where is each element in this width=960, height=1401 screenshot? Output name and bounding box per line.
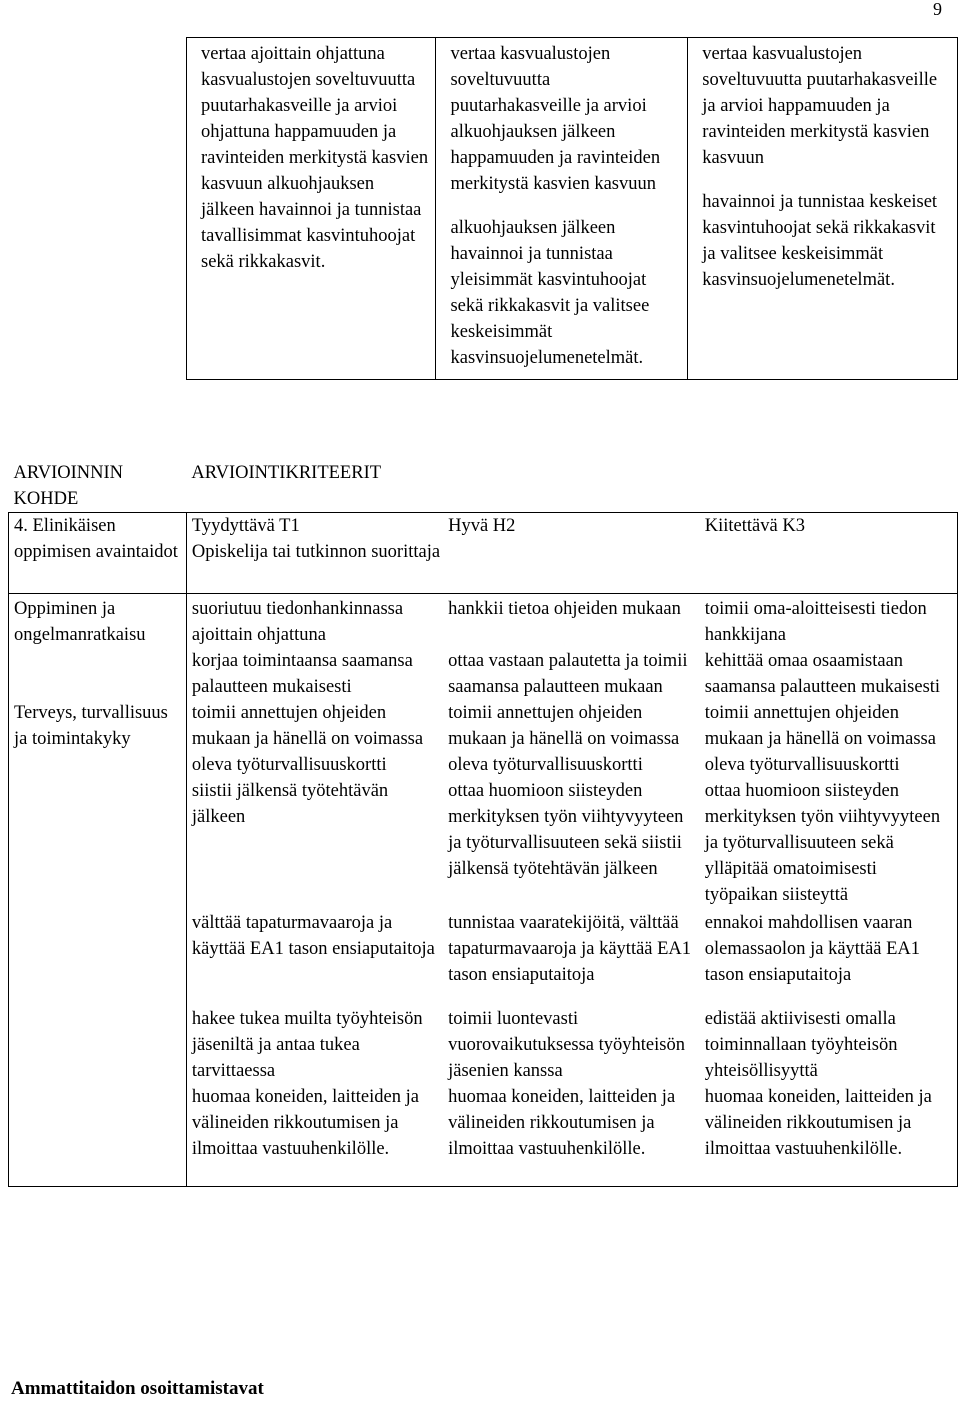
- top-table-row: [187, 38, 958, 380]
- cell-h2: ottaa vastaan palautetta ja toimii saamansa palautteen mukaan: [448, 651, 688, 697]
- cell-k3: toimii annettujen ohjeiden mukaan ja hänellä on voimassa oleva työturvallisuuskortti: [700, 700, 958, 778]
- top-cell-k3-text-a: vertaa kasvualustojen soveltuvuutta puutarhakasveille ja arvioi happamuuden ja ravinteiden merkitystä kasvien kasvuun: [702, 44, 938, 168]
- header-object: ARVIOINNIN KOHDE: [13, 463, 124, 509]
- cell-h2: ottaa huomioon siisteyden merkityksen työn viihtyvyyteen ja työturvallisuuteen sekä siistii jälkensä työtehtävän jälkeen: [448, 781, 684, 879]
- table-row: [9, 594, 958, 649]
- cell-k3: edistää aktiivisesti omalla toiminnallaan työyhteisön yhteisöllisyyttä: [700, 1006, 958, 1084]
- top-cell-t1-text: vertaa ajoittain ohjattuna kasvualustojen soveltuvuutta puutarhakasveille ja arvioi ohjattuna happamuuden ja ravinteiden merkitystä kasvien kasvuun alkuohjauksen jälkeen havainnoi ja tunnistaa tavallisimmat kasvintuhoojat sekä rikkakasvit.: [201, 44, 429, 272]
- cell-k3: ottaa huomioon siisteyden merkityksen työn viihtyvyyteen ja työturvallisuuteen sekä ylläpitää omatoimisesti työpaikan siisteyttä: [700, 778, 958, 910]
- header-criteria: ARVIOINTIKRITEERIT: [191, 463, 382, 483]
- cell-k3: kehittää omaa osaamistaan saamansa palautteen mukaisesti: [700, 648, 958, 700]
- cell-t1: toimii annettujen ohjeiden mukaan ja hänellä on voimassa oleva työturvallisuuskortti: [191, 703, 424, 775]
- cell-h2: huomaa koneiden, laitteiden ja välineiden rikkoutumisen ja ilmoittaa vastuuhenkilölle.: [443, 1084, 700, 1187]
- grade-h2: Hyvä H2: [443, 513, 700, 540]
- top-cell-h2-text-a: vertaa kasvualustojen soveltuvuutta puutarhakasveille ja arvioi alkuohjauksen jälkeen happamuuden ja ravinteiden merkitystä kasvien kasvuun: [450, 44, 661, 194]
- performer-label: Opiskelija tai tutkinnon suorittaja: [186, 539, 957, 594]
- cell-k3: ennakoi mahdollisen vaaran olemassaolon ja käyttää EA1 tason ensiaputaitoja: [700, 910, 958, 1006]
- header-row: [9, 460, 958, 513]
- group-label-learning: Oppiminen ja ongelmanratkaisu: [9, 594, 187, 701]
- cell-t1: hakee tukea muilta työyhteisön jäseniltä ja antaa tukea tarvittaessa: [191, 1009, 423, 1081]
- top-criteria-table: [186, 37, 958, 380]
- top-cell-k3-text-b: havainnoi ja tunnistaa keskeiset kasvintuhoojat sekä rikkakasvit ja valitsee keskeisimmät kasvinsuojelumenetelmät.: [702, 192, 938, 290]
- section-label: 4. Elinikäisen oppimisen avaintaidot: [9, 513, 187, 594]
- top-cell-k3: [688, 38, 958, 380]
- top-cell-h2-text-b: alkuohjauksen jälkeen havainnoi ja tunnistaa yleisimmät kasvintuhoojat sekä rikkakasvit ja valitsee keskeisimmät kasvinsuojelumenetelmät.: [450, 218, 650, 368]
- top-cell-t1: [187, 38, 436, 380]
- section-heading: Ammattitaidon osoittamistavat: [11, 1378, 264, 1399]
- cell-t1: huomaa koneiden, laitteiden ja välineiden rikkoutumisen ja ilmoittaa vastuuhenkilölle.: [186, 1084, 443, 1187]
- group-label-safety: Terveys, turvallisuus ja toimintakyky: [9, 700, 187, 1187]
- spacer: [702, 171, 951, 189]
- grade-row: [9, 513, 958, 540]
- grade-t1: Tyydyttävä T1: [186, 513, 443, 540]
- cell-t1: välttää tapaturmavaaroja ja käyttää EA1 tason ensiaputaitoja: [191, 913, 435, 959]
- cell-k3: huomaa koneiden, laitteiden ja välineiden rikkoutumisen ja ilmoittaa vastuuhenkilölle.: [700, 1084, 958, 1187]
- cell-h2: toimii luontevasti vuorovaikutuksessa työyhteisön jäsenien kanssa: [448, 1009, 685, 1081]
- cell-h2: tunnistaa vaaratekijöitä, välttää tapaturmavaaroja ja käyttää EA1 tason ensiaputaitoja: [448, 913, 692, 985]
- cell-t1: siistii jälkensä työtehtävän jälkeen: [191, 781, 389, 827]
- cell-t1: korjaa toimintaansa saamansa palautteen mukaisesti: [191, 651, 413, 697]
- spacer: [450, 197, 681, 215]
- grade-k3: Kiitettävä K3: [700, 513, 958, 540]
- table-row: [9, 700, 958, 778]
- page-number: 9: [933, 0, 942, 19]
- cell-t1: suoriutuu tiedonhankinnassa ajoittain ohjattuna: [191, 599, 404, 645]
- top-cell-h2: [436, 38, 688, 380]
- assessment-table: [8, 460, 958, 1187]
- cell-k3: toimii oma-aloitteisesti tiedon hankkijana: [700, 594, 958, 649]
- cell-h2: toimii annettujen ohjeiden mukaan ja hänellä on voimassa oleva työturvallisuuskortti: [448, 703, 680, 775]
- cell-h2: hankkii tietoa ohjeiden mukaan: [448, 599, 681, 619]
